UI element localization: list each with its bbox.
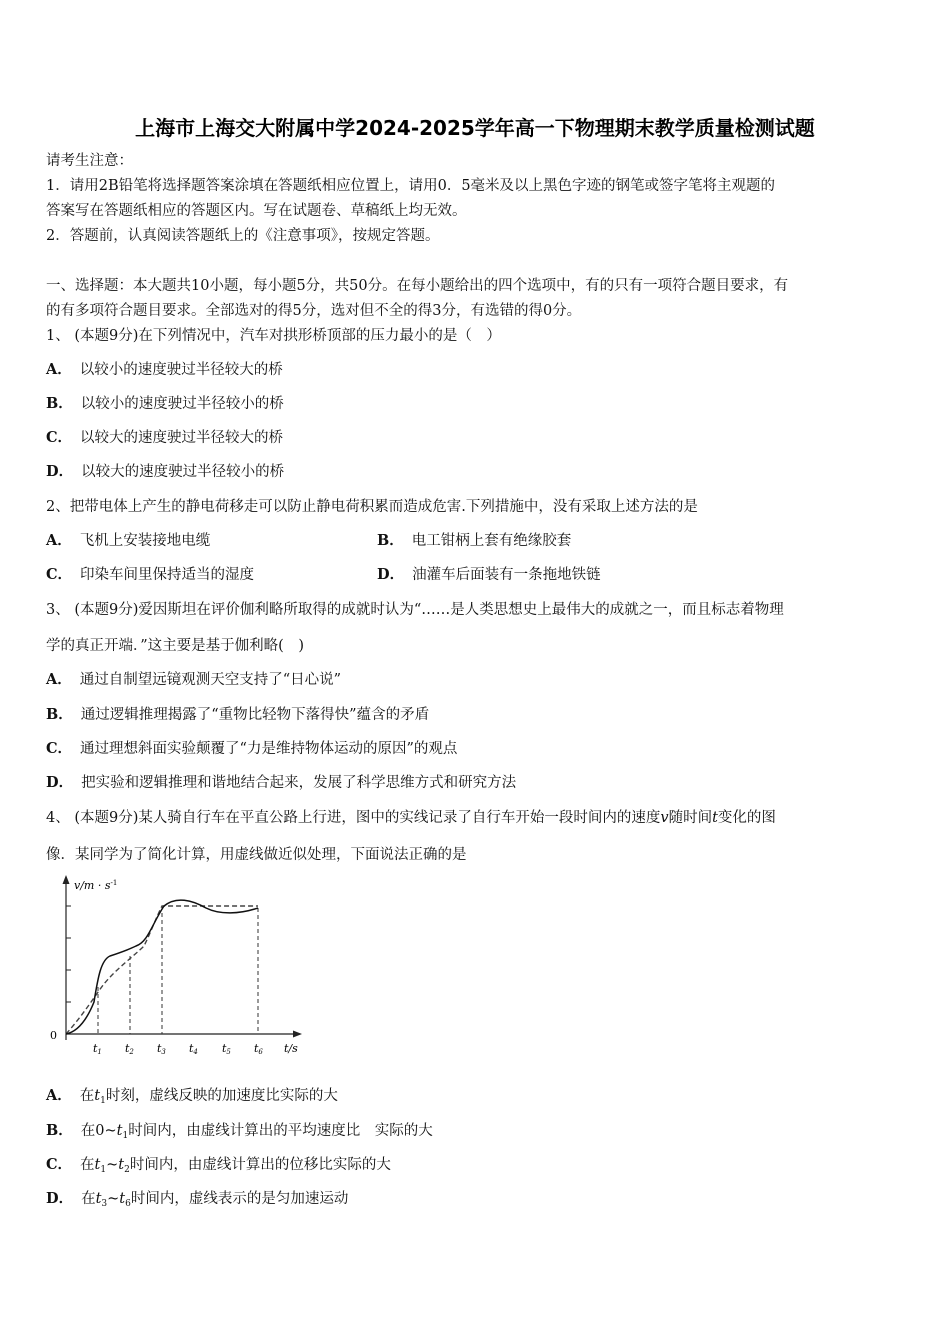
- option-var: t: [118, 1157, 125, 1173]
- q3-stem-a: 3、 (本题9分)爱因斯坦在评价伽利略所取得的成就时认为“……是人类思想史上最伟大的成就之一，而且标志着物理: [46, 602, 784, 618]
- vt-graph: [44, 872, 314, 1062]
- option-label: C．: [46, 566, 73, 583]
- option-text: 以较小的速度驶过半径较大的桥: [79, 362, 283, 378]
- option-sub: 1: [100, 1165, 107, 1175]
- option-text: 通过理想斜面实验颠覆了“力是维持物体运动的原因”的观点: [80, 741, 458, 757]
- page-title: 上海市上海交大附属中学2024-2025学年高一下物理期末教学质量检测试题: [135, 116, 815, 140]
- option-label: D．: [377, 566, 405, 583]
- option-label: B．: [377, 532, 404, 549]
- option-label: D．: [46, 463, 74, 480]
- notice-heading: 请考生注意：: [46, 153, 133, 169]
- option-label: A．: [46, 1087, 72, 1104]
- notice-item-1a: 1．请用2B铅笔将选择题答案涂填在答题纸相应位置上，请用0．5毫米及以上黑色字迹的钢笔或签字笔将主观题的: [46, 178, 776, 194]
- q1-option-c: [46, 428, 908, 448]
- option-text: 印染车间里保持适当的湿度: [80, 567, 255, 583]
- q3-option-b: [46, 705, 908, 725]
- notice-item-1b: 答案写在答题纸相应的答题区内。写在试题卷、草稿纸上均无效。: [46, 203, 467, 219]
- q4-stem-a: [46, 808, 908, 828]
- option-label: A．: [46, 671, 72, 688]
- section-intro-a: 一、选择题：本大题共10小题，每小题5分，共50分。在每小题给出的四个选项中，有的只有一项符合题目要求，有: [46, 278, 789, 294]
- option-sub: 3: [101, 1199, 108, 1209]
- option-label: D．: [46, 1190, 74, 1207]
- x-tick-labels: [93, 1042, 263, 1056]
- option-sub: 2: [124, 1165, 130, 1175]
- q2-option-c: [46, 567, 254, 583]
- guide-lines: [98, 906, 258, 1034]
- option-label: C．: [46, 740, 73, 757]
- q2-options-row-1: [46, 531, 908, 551]
- option-text: 以较小的速度驶过半径较小的桥: [80, 396, 284, 412]
- option-text: 时间内，虚线表示的是匀加速运动: [130, 1191, 349, 1207]
- option-text: 通过逻辑推理揭露了“重物比轻物下落得快”蕴含的矛盾: [80, 707, 430, 723]
- option-label: C．: [46, 429, 73, 446]
- option-var: t: [94, 1157, 101, 1173]
- option-text: 时刻，虚线反映的加速度比实际的大: [105, 1088, 338, 1104]
- q2-option-d: [377, 565, 601, 585]
- option-text: 以较大的速度驶过半径较大的桥: [80, 430, 284, 446]
- option-text: ~: [107, 1191, 120, 1207]
- q4-option-d: [46, 1189, 908, 1209]
- option-text: 以较大的速度驶过半径较小的桥: [81, 464, 285, 480]
- q3-option-d: [46, 773, 908, 793]
- q4-stem-a-part2: 随时间: [668, 810, 713, 826]
- option-sub: 1: [100, 1096, 106, 1106]
- q1-option-d: [46, 462, 908, 482]
- option-text: 飞机上安装接地电缆: [79, 533, 211, 549]
- y-axis-label: $v/m \cdot s^{-1}$: [74, 879, 118, 892]
- q2-option-b: [377, 531, 571, 551]
- origin-label: 0: [50, 1029, 57, 1042]
- tick-t3: t3: [157, 1042, 166, 1056]
- option-sub: 6: [125, 1199, 131, 1209]
- y-ticks: [66, 906, 71, 1002]
- q2-stem: 2、把带电体上产生的静电荷移走可以防止静电荷积累而造成危害.下列措施中，没有采取上述方法的是: [46, 499, 698, 515]
- q4-option-b: [46, 1121, 908, 1141]
- option-var: t: [94, 1088, 101, 1104]
- option-var: t: [119, 1191, 126, 1207]
- q3-stem-b: 学的真正开端．”这主要是基于伽利略( ): [46, 638, 304, 654]
- option-text: 通过自制望远镜观测天空支持了“日心说”: [79, 672, 342, 688]
- option-label: B．: [46, 395, 73, 412]
- option-text: 把实验和逻辑推理和谐地结合起来，发展了科学思维方式和研究方法: [81, 775, 517, 791]
- tick-t2: t2: [125, 1042, 134, 1056]
- option-label: B．: [46, 706, 73, 723]
- tick-t5: t5: [222, 1042, 231, 1056]
- option-text: 在: [80, 1157, 95, 1173]
- notice-item-2: 2．答题前，认真阅读答题纸上的《注意事项》，按规定答题。: [46, 228, 440, 244]
- q3-option-a: [46, 670, 908, 690]
- tick-t1: t1: [93, 1042, 102, 1056]
- x-axis-arrow: [293, 1031, 302, 1038]
- q1-stem: 1、 (本题9分)在下列情况中，汽车对拱形桥顶部的压力最小的是（ ）: [46, 328, 501, 344]
- tick-t4: t4: [189, 1042, 198, 1056]
- section-intro-b: 的有多项符合题目要求。全部选对的得5分，选对但不全的得3分，有选错的得0分。: [46, 303, 582, 319]
- q1-option-b: [46, 394, 908, 414]
- option-text: 在: [81, 1191, 96, 1207]
- tick-t6: t6: [254, 1042, 263, 1056]
- q4-stem-a-part3: 变化的图: [717, 810, 776, 826]
- q4-stem-a-t: t: [712, 810, 718, 826]
- q2-options-row-2: [46, 565, 908, 585]
- option-text: 在: [79, 1088, 95, 1104]
- q1-option-a: [46, 360, 908, 380]
- q3-option-c: [46, 739, 908, 759]
- q4-stem-a-part1: 4、 (本题9分)某人骑自行车在平直公路上行进，图中的实线记录了自行车开始一段时间内的速度: [46, 810, 661, 826]
- option-text: ~: [106, 1157, 119, 1173]
- option-text: 时间内，由虚线计算出的平均速度比 实际的大: [128, 1123, 433, 1139]
- option-var: t: [95, 1191, 102, 1207]
- option-sub: 1: [122, 1131, 129, 1141]
- y-axis-arrow: [63, 875, 70, 884]
- q2-option-a: [46, 533, 210, 549]
- option-text: 电工钳柄上套有绝缘胶套: [411, 533, 572, 549]
- option-label: D．: [46, 774, 74, 791]
- option-label: C．: [46, 1156, 73, 1173]
- q4-option-c: [46, 1155, 908, 1175]
- option-label: B．: [46, 1122, 73, 1139]
- option-text: 油灌车后面装有一条拖地铁链: [412, 567, 601, 583]
- x-axis-label: t/s: [284, 1042, 298, 1055]
- option-label: A．: [46, 532, 72, 549]
- option-var: t: [116, 1123, 123, 1139]
- q4-option-a: [46, 1086, 908, 1106]
- option-label: A．: [46, 361, 72, 378]
- q4-stem-b: 像．某同学为了简化计算，用虚线做近似处理，下面说法正确的是: [46, 847, 467, 863]
- q4-stem-a-v: v: [660, 810, 669, 826]
- option-text: 时间内，由虚线计算出的位移比实际的大: [129, 1157, 391, 1173]
- option-text: 在0~: [80, 1123, 117, 1139]
